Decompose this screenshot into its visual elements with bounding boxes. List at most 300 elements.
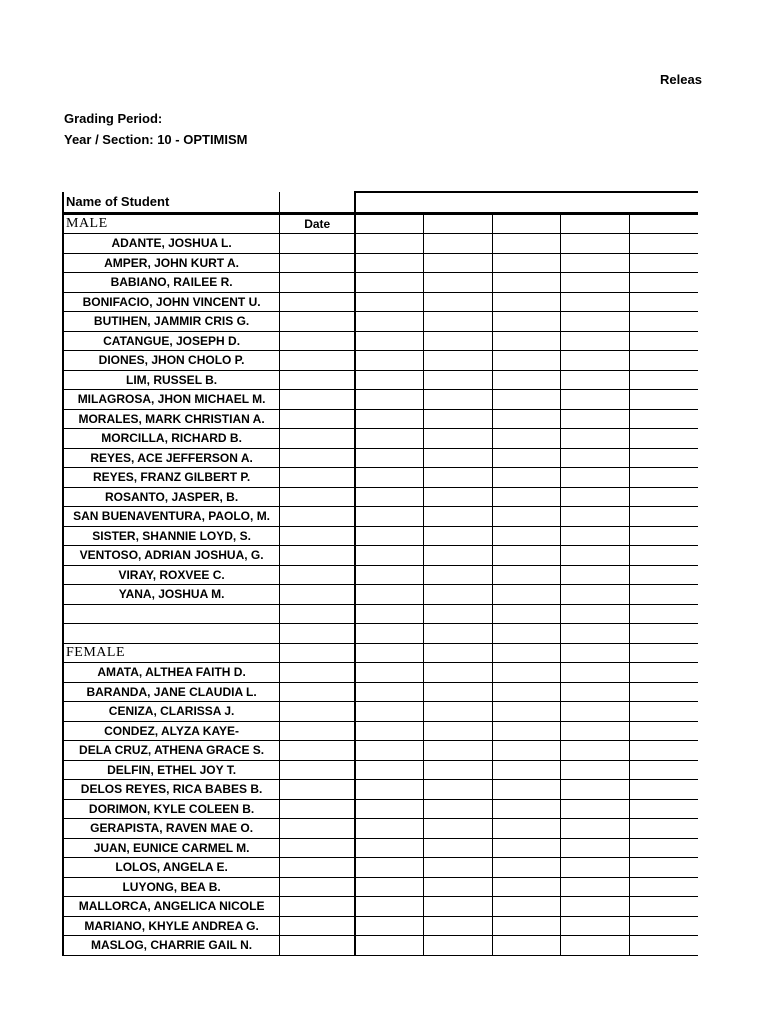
grade-cell	[561, 682, 630, 702]
grade-cell	[629, 585, 698, 605]
grade-cell	[355, 234, 424, 254]
grade-cell	[424, 604, 493, 624]
grade-cell	[424, 916, 493, 936]
grade-cell	[492, 643, 561, 663]
grade-cell	[561, 897, 630, 917]
grade-cell	[492, 741, 561, 761]
grade-cell	[492, 331, 561, 351]
student-row	[63, 409, 698, 429]
grade-cell	[492, 936, 561, 956]
date-cell	[280, 760, 356, 780]
date-cell	[280, 936, 356, 956]
student-row	[63, 741, 698, 761]
grade-cell	[424, 234, 493, 254]
grade-cell	[355, 741, 424, 761]
student-name-cell: LOLOS, ANGELA E.	[63, 858, 280, 878]
grade-cell	[629, 643, 698, 663]
grade-cell	[561, 351, 630, 371]
date-cell	[280, 507, 356, 527]
grade-cell	[561, 838, 630, 858]
grade-cell	[492, 565, 561, 585]
student-name-cell: DORIMON, KYLE COLEEN B.	[63, 799, 280, 819]
student-name-cell: MASLOG, CHARRIE GAIL N.	[63, 936, 280, 956]
grade-cell	[424, 682, 493, 702]
grade-cell	[424, 721, 493, 741]
grade-cell	[492, 721, 561, 741]
student-row	[63, 429, 698, 449]
grade-cell	[424, 429, 493, 449]
student-row	[63, 370, 698, 390]
grade-cell	[424, 663, 493, 683]
grade-cell	[492, 916, 561, 936]
male-section-row	[63, 213, 698, 234]
student-row	[63, 390, 698, 410]
grade-cell	[629, 877, 698, 897]
student-row	[63, 721, 698, 741]
date-cell	[280, 234, 356, 254]
date-cell	[280, 624, 356, 644]
grade-cell	[561, 234, 630, 254]
student-name-cell: DELOS REYES, RICA BABES B.	[63, 780, 280, 800]
student-name-cell: YANA, JOSHUA M.	[63, 585, 280, 605]
name-of-student-header: Name of Student	[63, 192, 280, 213]
grade-cell	[492, 507, 561, 527]
student-name-cell: CATANGUE, JOSEPH D.	[63, 331, 280, 351]
grade-cell	[561, 292, 630, 312]
grade-cell	[424, 702, 493, 722]
grade-cell	[561, 429, 630, 449]
grade-cell	[355, 487, 424, 507]
grade-cell	[561, 721, 630, 741]
student-row	[63, 936, 698, 956]
student-row	[63, 838, 698, 858]
grade-cell	[561, 331, 630, 351]
student-name-cell: ADANTE, JOSHUA L.	[63, 234, 280, 254]
grade-cell	[355, 292, 424, 312]
grade-cell	[424, 624, 493, 644]
grade-cell	[424, 546, 493, 566]
student-row	[63, 331, 698, 351]
grade-cell	[424, 487, 493, 507]
grade-cell	[629, 897, 698, 917]
grade-cell	[424, 351, 493, 371]
grade-cell	[424, 760, 493, 780]
student-name-cell: VENTOSO, ADRIAN JOSHUA, G.	[63, 546, 280, 566]
grade-cell	[355, 351, 424, 371]
student-row	[63, 877, 698, 897]
student-row	[63, 448, 698, 468]
grade-cell	[492, 487, 561, 507]
grade-cell	[492, 702, 561, 722]
grade-cell	[561, 448, 630, 468]
grade-cell	[629, 351, 698, 371]
grade-cell	[492, 663, 561, 683]
grade-cell	[355, 936, 424, 956]
grade-cell	[561, 468, 630, 488]
grade-cell	[492, 819, 561, 839]
date-cell	[280, 741, 356, 761]
grade-cell	[561, 819, 630, 839]
student-name-cell: DELFIN, ETHEL JOY T.	[63, 760, 280, 780]
grade-cell	[629, 468, 698, 488]
date-cell	[280, 429, 356, 449]
student-row	[63, 253, 698, 273]
student-name-cell: REYES, FRANZ GILBERT P.	[63, 468, 280, 488]
grade-cell	[629, 702, 698, 722]
student-name-cell: DELA CRUZ, ATHENA GRACE S.	[63, 741, 280, 761]
grade-cell	[629, 409, 698, 429]
grade-cell	[629, 273, 698, 293]
grade-cell	[629, 487, 698, 507]
grade-cell	[561, 663, 630, 683]
grade-cell	[355, 253, 424, 273]
grade-cell	[424, 741, 493, 761]
student-name-cell: LIM, RUSSEL B.	[63, 370, 280, 390]
grade-cell	[355, 760, 424, 780]
grade-cell	[629, 429, 698, 449]
grade-cell	[629, 390, 698, 410]
student-row	[63, 507, 698, 527]
grade-cell	[355, 526, 424, 546]
date-cell	[280, 546, 356, 566]
grade-cell	[629, 780, 698, 800]
grade-cell	[355, 780, 424, 800]
grade-cell	[561, 213, 630, 234]
student-name-cell: VIRAY, ROXVEE C.	[63, 565, 280, 585]
grade-cell	[424, 936, 493, 956]
grade-cell	[355, 819, 424, 839]
grade-cell	[492, 292, 561, 312]
grade-cell	[424, 253, 493, 273]
student-row	[63, 897, 698, 917]
date-cell	[280, 487, 356, 507]
date-cell	[280, 819, 356, 839]
student-name-cell	[63, 604, 280, 624]
grade-cell	[561, 507, 630, 527]
student-row	[63, 351, 698, 371]
student-name-cell: MALLORCA, ANGELICA NICOLE	[63, 897, 280, 917]
grade-cell	[424, 565, 493, 585]
student-row	[63, 799, 698, 819]
merged-header-box	[355, 192, 698, 213]
grade-cell	[629, 760, 698, 780]
student-row	[63, 760, 698, 780]
date-cell	[280, 253, 356, 273]
grade-cell	[424, 213, 493, 234]
date-cell	[280, 312, 356, 332]
date-cell	[280, 468, 356, 488]
date-cell	[280, 409, 356, 429]
grade-cell	[424, 877, 493, 897]
grade-cell	[629, 546, 698, 566]
grade-cell	[629, 858, 698, 878]
grade-cell	[492, 585, 561, 605]
date-cell	[280, 448, 356, 468]
student-name-cell: CONDEZ, ALYZA KAYE-	[63, 721, 280, 741]
grade-cell	[355, 390, 424, 410]
student-name-cell: BABIANO, RAILEE R.	[63, 273, 280, 293]
student-row	[63, 565, 698, 585]
student-name-cell: AMPER, JOHN KURT A.	[63, 253, 280, 273]
grade-cell	[492, 858, 561, 878]
grade-cell	[355, 877, 424, 897]
date-cell	[280, 663, 356, 683]
grade-cell	[629, 741, 698, 761]
grade-cell	[561, 799, 630, 819]
grade-cell	[561, 858, 630, 878]
date-cell	[280, 585, 356, 605]
grade-cell	[561, 526, 630, 546]
grade-cell	[492, 799, 561, 819]
grade-cell	[561, 312, 630, 332]
grade-cell	[355, 663, 424, 683]
grade-cell	[629, 253, 698, 273]
female-section-label: FEMALE	[63, 643, 280, 663]
student-name-cell: MARIANO, KHYLE ANDREA G.	[63, 916, 280, 936]
student-row	[63, 780, 698, 800]
student-name-cell: MORCILLA, RICHARD B.	[63, 429, 280, 449]
student-row	[63, 487, 698, 507]
grade-cell	[561, 760, 630, 780]
date-column-header: Date	[280, 213, 356, 234]
date-cell	[280, 916, 356, 936]
grade-cell	[424, 409, 493, 429]
grade-cell	[355, 624, 424, 644]
grade-cell	[561, 877, 630, 897]
grade-cell	[424, 331, 493, 351]
student-row	[63, 682, 698, 702]
student-row	[63, 604, 698, 624]
grade-cell	[355, 507, 424, 527]
grade-cell	[492, 682, 561, 702]
grade-cell	[629, 507, 698, 527]
grade-cell	[492, 234, 561, 254]
grade-cell	[629, 370, 698, 390]
date-cell	[280, 331, 356, 351]
grade-cell	[424, 838, 493, 858]
grade-cell	[355, 858, 424, 878]
grade-cell	[492, 546, 561, 566]
student-name-cell: MILAGROSA, JHON MICHAEL M.	[63, 390, 280, 410]
grade-cell	[629, 234, 698, 254]
grade-cell	[629, 448, 698, 468]
date-cell	[280, 877, 356, 897]
grade-cell	[355, 565, 424, 585]
grade-cell	[629, 331, 698, 351]
grading-period-label: Grading Period:	[64, 111, 163, 126]
grade-cell	[492, 780, 561, 800]
grade-cell	[629, 721, 698, 741]
grade-cell	[355, 799, 424, 819]
date-cell	[280, 565, 356, 585]
header-row	[63, 192, 698, 213]
date-cell	[280, 390, 356, 410]
date-cell	[280, 351, 356, 371]
grade-cell	[492, 390, 561, 410]
grade-cell	[355, 897, 424, 917]
grade-cell	[629, 799, 698, 819]
grade-cell	[561, 487, 630, 507]
grade-cell	[424, 292, 493, 312]
date-cell	[280, 526, 356, 546]
grade-cell	[355, 468, 424, 488]
date-cell	[280, 604, 356, 624]
release-label: Releas	[660, 72, 702, 87]
date-cell	[280, 721, 356, 741]
student-name-cell: MORALES, MARK CHRISTIAN A.	[63, 409, 280, 429]
student-name-cell: SAN BUENAVENTURA, PAOLO, M.	[63, 507, 280, 527]
student-name-cell: BARANDA, JANE CLAUDIA L.	[63, 682, 280, 702]
grade-cell	[424, 448, 493, 468]
grade-sheet-table	[62, 191, 698, 956]
date-cell	[280, 799, 356, 819]
grade-cell	[424, 312, 493, 332]
student-name-cell: AMATA, ALTHEA FAITH D.	[63, 663, 280, 683]
grade-cell	[629, 916, 698, 936]
grade-cell	[561, 370, 630, 390]
grade-cell	[561, 390, 630, 410]
grade-cell	[629, 565, 698, 585]
grade-cell	[355, 721, 424, 741]
grade-cell	[561, 936, 630, 956]
male-section-label: MALE	[63, 213, 280, 234]
student-row	[63, 292, 698, 312]
grade-cell	[424, 468, 493, 488]
grade-cell	[424, 897, 493, 917]
grade-cell	[629, 819, 698, 839]
grade-cell	[561, 741, 630, 761]
grade-cell	[492, 624, 561, 644]
student-row	[63, 546, 698, 566]
grade-cell	[561, 916, 630, 936]
grade-cell	[492, 838, 561, 858]
grade-cell	[561, 643, 630, 663]
date-cell	[280, 643, 356, 663]
student-name-cell	[63, 624, 280, 644]
grade-cell	[492, 312, 561, 332]
grade-cell	[424, 507, 493, 527]
grade-cell	[629, 604, 698, 624]
grade-cell	[355, 643, 424, 663]
student-row	[63, 526, 698, 546]
grade-cell	[355, 331, 424, 351]
grade-cell	[629, 936, 698, 956]
student-row	[63, 819, 698, 839]
grade-cell	[561, 253, 630, 273]
student-row	[63, 858, 698, 878]
student-row	[63, 624, 698, 644]
date-cell	[280, 858, 356, 878]
grade-cell	[355, 546, 424, 566]
grade-cell	[424, 370, 493, 390]
student-name-cell: BUTIHEN, JAMMIR CRIS G.	[63, 312, 280, 332]
date-cell	[280, 838, 356, 858]
grade-cell	[424, 819, 493, 839]
grade-cell	[492, 448, 561, 468]
grade-cell	[355, 312, 424, 332]
student-row	[63, 468, 698, 488]
grade-cell	[492, 213, 561, 234]
grade-cell	[561, 565, 630, 585]
student-name-cell: SISTER, SHANNIE LOYD, S.	[63, 526, 280, 546]
grade-cell	[355, 429, 424, 449]
grade-cell	[355, 838, 424, 858]
grade-cell	[492, 429, 561, 449]
grade-cell	[492, 760, 561, 780]
student-name-cell: BONIFACIO, JOHN VINCENT U.	[63, 292, 280, 312]
grade-cell	[424, 780, 493, 800]
grade-cell	[355, 213, 424, 234]
grade-cell	[355, 702, 424, 722]
grade-cell	[424, 273, 493, 293]
student-row	[63, 663, 698, 683]
student-name-cell: GERAPISTA, RAVEN MAE O.	[63, 819, 280, 839]
header-spacer	[280, 192, 356, 213]
grade-cell	[492, 253, 561, 273]
grade-cell	[355, 585, 424, 605]
grade-cell	[561, 585, 630, 605]
grade-cell	[629, 526, 698, 546]
grade-cell	[355, 604, 424, 624]
student-row	[63, 312, 698, 332]
grade-cell	[629, 624, 698, 644]
grade-cell	[492, 351, 561, 371]
grade-cell	[492, 604, 561, 624]
student-row	[63, 585, 698, 605]
grade-cell	[424, 585, 493, 605]
grade-cell	[355, 682, 424, 702]
grade-cell	[561, 624, 630, 644]
grade-cell	[629, 663, 698, 683]
date-cell	[280, 370, 356, 390]
date-cell	[280, 780, 356, 800]
grade-cell	[492, 468, 561, 488]
grade-cell	[561, 546, 630, 566]
grade-cell	[629, 838, 698, 858]
date-cell	[280, 702, 356, 722]
student-name-cell: JUAN, EUNICE CARMEL M.	[63, 838, 280, 858]
student-name-cell: DIONES, JHON CHOLO P.	[63, 351, 280, 371]
grade-cell	[561, 409, 630, 429]
student-name-cell: REYES, ACE JEFFERSON A.	[63, 448, 280, 468]
grade-cell	[492, 409, 561, 429]
grade-cell	[492, 273, 561, 293]
grade-cell	[424, 390, 493, 410]
grade-cell	[561, 702, 630, 722]
grade-cell	[355, 409, 424, 429]
grade-cell	[629, 312, 698, 332]
grade-cell	[355, 370, 424, 390]
student-name-cell: CENIZA, CLARISSA J.	[63, 702, 280, 722]
student-row	[63, 273, 698, 293]
grade-cell	[492, 526, 561, 546]
grade-cell	[629, 213, 698, 234]
date-cell	[280, 682, 356, 702]
student-name-cell: ROSANTO, JASPER, B.	[63, 487, 280, 507]
grade-cell	[424, 526, 493, 546]
grade-cell	[355, 273, 424, 293]
date-cell	[280, 292, 356, 312]
date-cell	[280, 897, 356, 917]
grade-cell	[629, 292, 698, 312]
grade-cell	[561, 604, 630, 624]
grade-cell	[561, 273, 630, 293]
grade-cell	[424, 799, 493, 819]
grade-cell	[492, 897, 561, 917]
grade-cell	[629, 682, 698, 702]
grade-cell	[355, 916, 424, 936]
date-cell	[280, 273, 356, 293]
